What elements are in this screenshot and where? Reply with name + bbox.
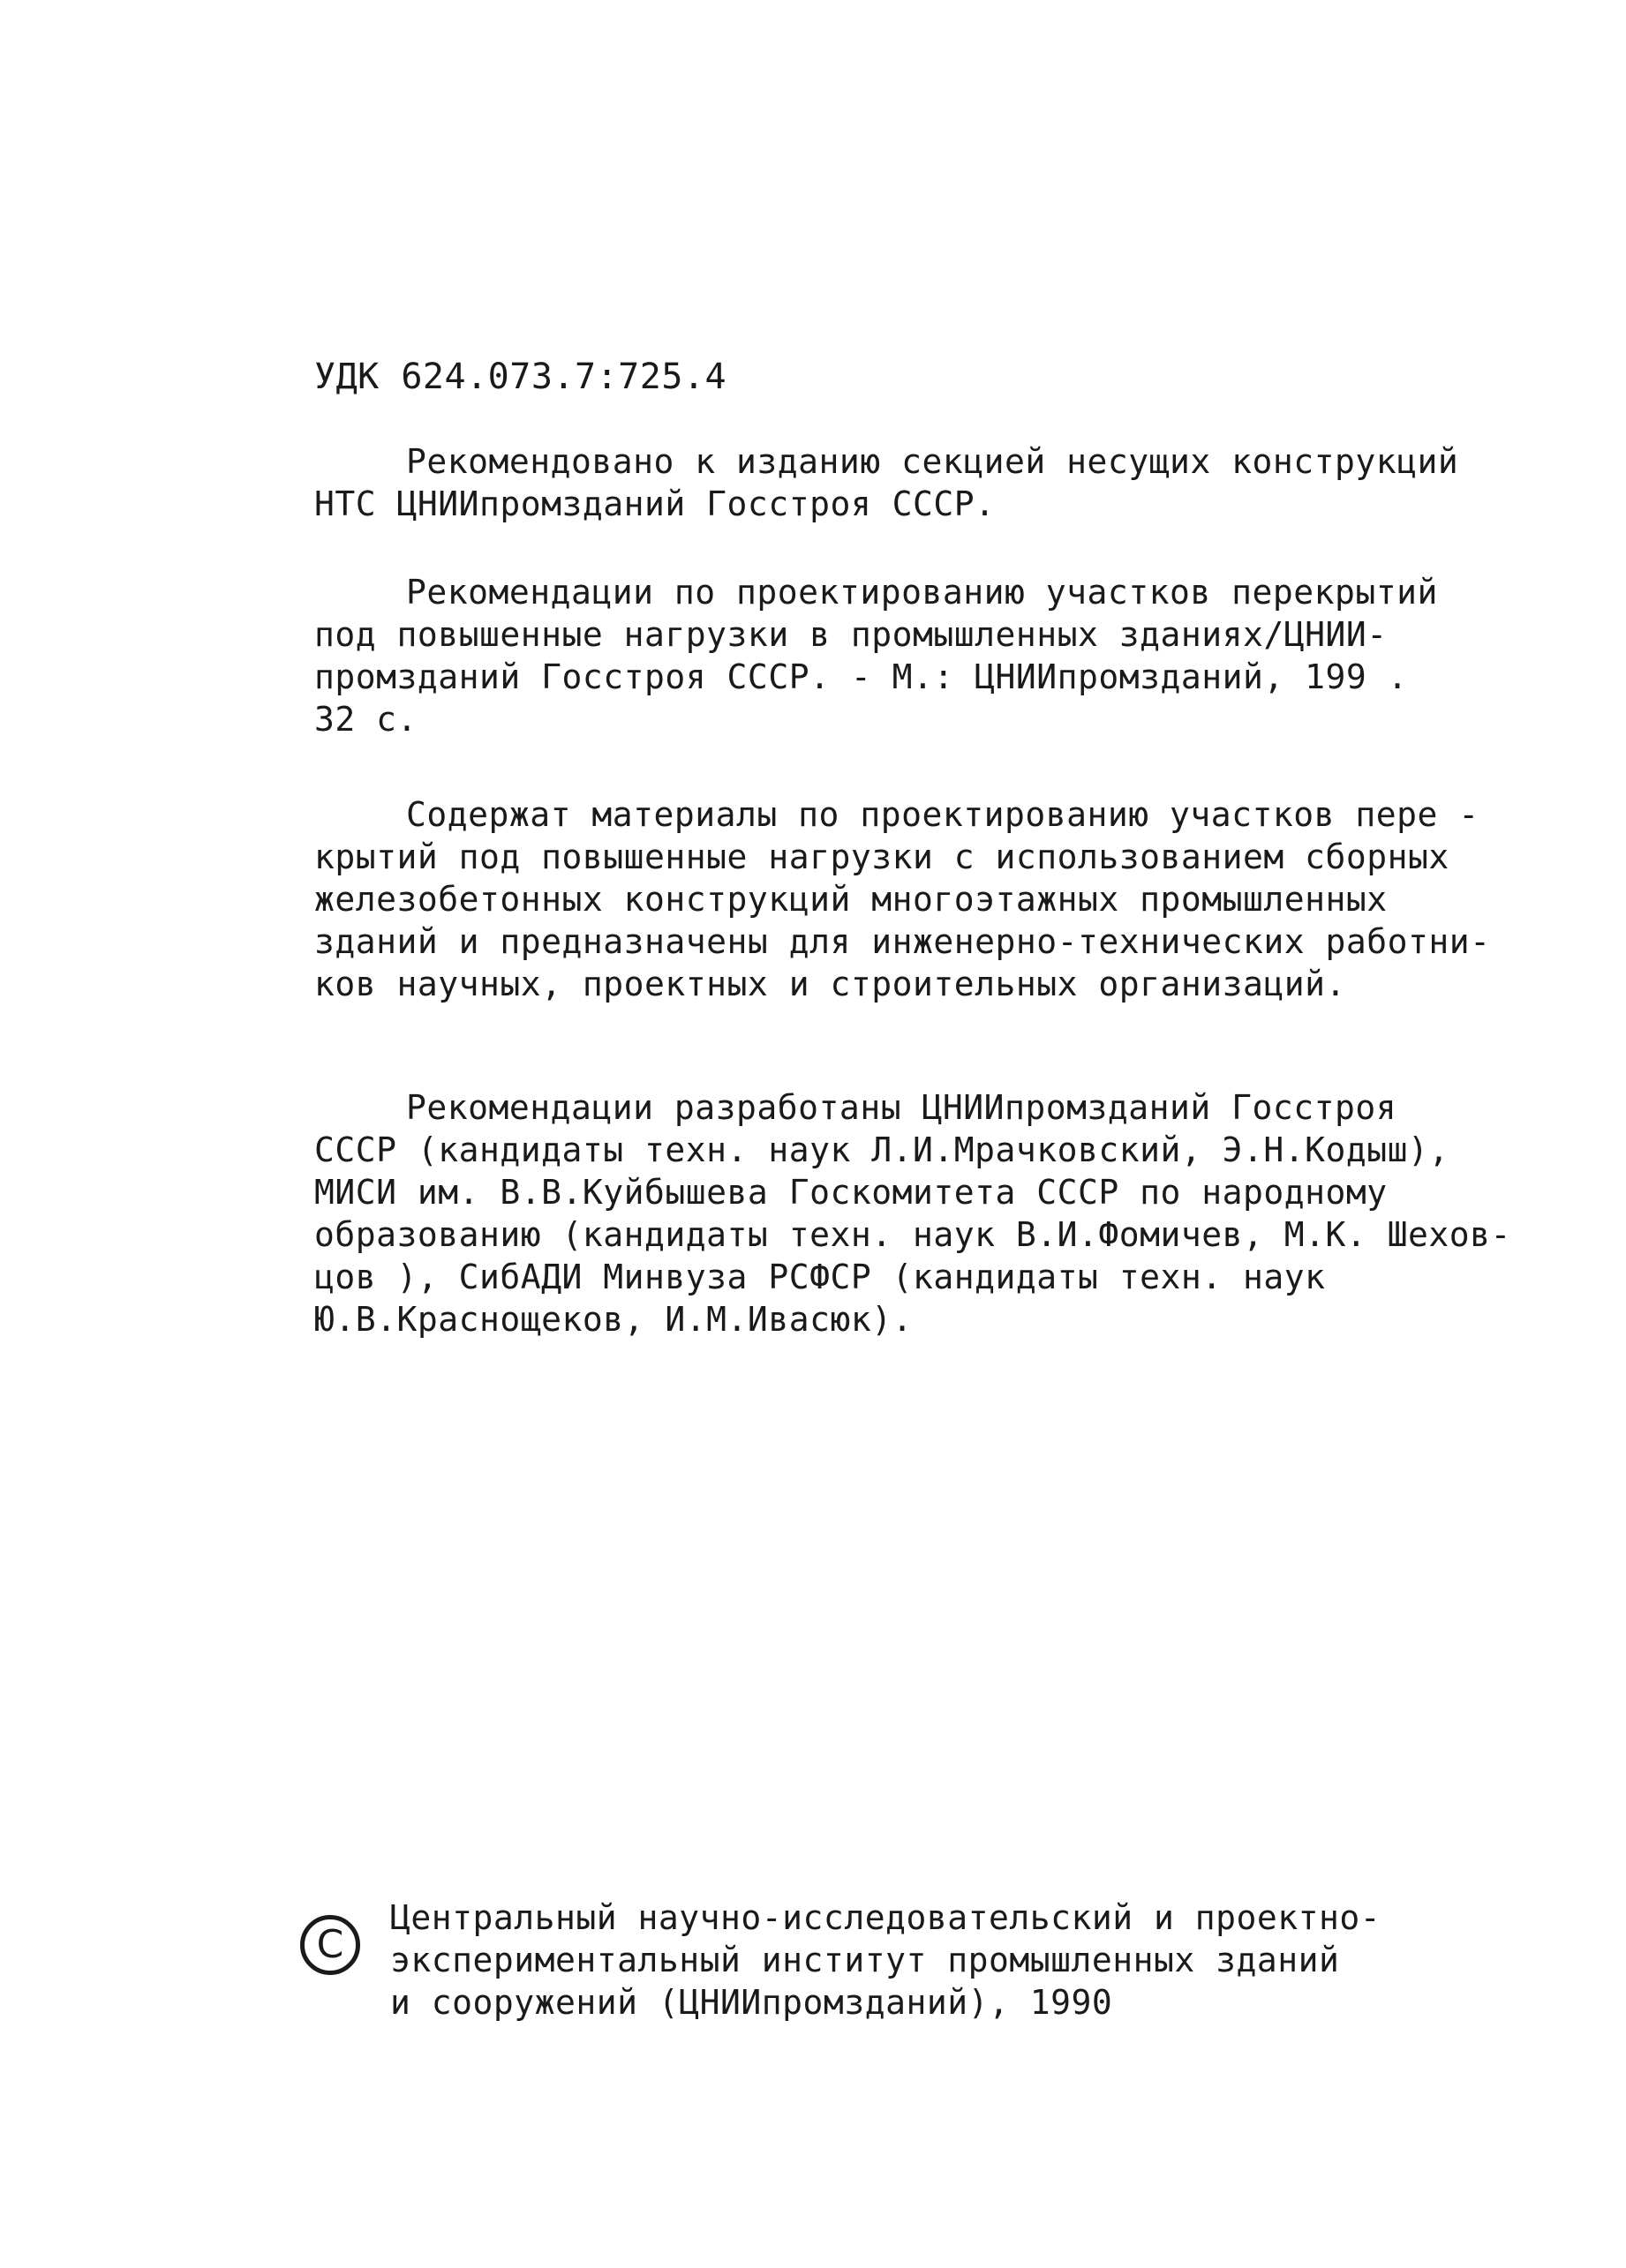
- copyright-line-3: и сооружений (ЦНИИпромзданий), 1990: [390, 1983, 1113, 2022]
- citation-line-4: 32 с.: [314, 700, 418, 739]
- copyright-line-1: Центральный научно-исследовательский и проектно-: [390, 1898, 1381, 1937]
- abstract-line-4: зданий и предназначены для инженерно-технических работни-: [314, 922, 1491, 961]
- approval-line-1: Рекомендовано к изданию секцией несущих конструкций: [406, 442, 1459, 481]
- authors-line-1: Рекомендации разработаны ЦНИИпромзданий Госстроя: [406, 1088, 1397, 1127]
- authors-line-4: образованию (кандидаты техн. наук В.И.Фомичев, М.К. Шехов-: [314, 1215, 1511, 1254]
- abstract-line-5: ков научных, проектных и строительных организаций.: [314, 965, 1346, 1003]
- approval-line-2: НТС ЦНИИпромзданий Госстроя СССР.: [314, 484, 996, 523]
- copyright-line-2: экспериментальный институт промышленных зданий: [390, 1941, 1340, 1979]
- citation-line-2: под повышенные нагрузки в промышленных зданиях/ЦНИИ-: [314, 615, 1388, 654]
- copyright-icon: C: [300, 1915, 360, 1975]
- authors-line-5: цов ), СибАДИ Минвуза РСФСР (кандидаты техн. наук: [314, 1258, 1326, 1296]
- abstract-line-1: Содержат материалы по проектированию участков пере -: [406, 795, 1479, 834]
- citation-line-3: промзданий Госстроя СССР. - М.: ЦНИИпромзданий, 199 .: [314, 657, 1409, 696]
- abstract-line-2: крытий под повышенные нагрузки с использованием сборных: [314, 837, 1449, 876]
- authors-line-2: СССР (кандидаты техн. наук Л.И.Мрачковский, Э.Н.Кодыш),: [314, 1130, 1449, 1169]
- abstract-line-3: железобетонных конструкций многоэтажных промышленных: [314, 880, 1388, 919]
- authors-line-3: МИСИ им. В.В.Куйбышева Госкомитета СССР по народному: [314, 1173, 1388, 1212]
- citation-line-1: Рекомендации по проектированию участков перекрытий: [406, 573, 1438, 612]
- udk-code: УДК 624.073.7:725.4: [314, 357, 727, 397]
- authors-line-6: Ю.В.Краснощеков, И.М.Ивасюк).: [314, 1300, 913, 1339]
